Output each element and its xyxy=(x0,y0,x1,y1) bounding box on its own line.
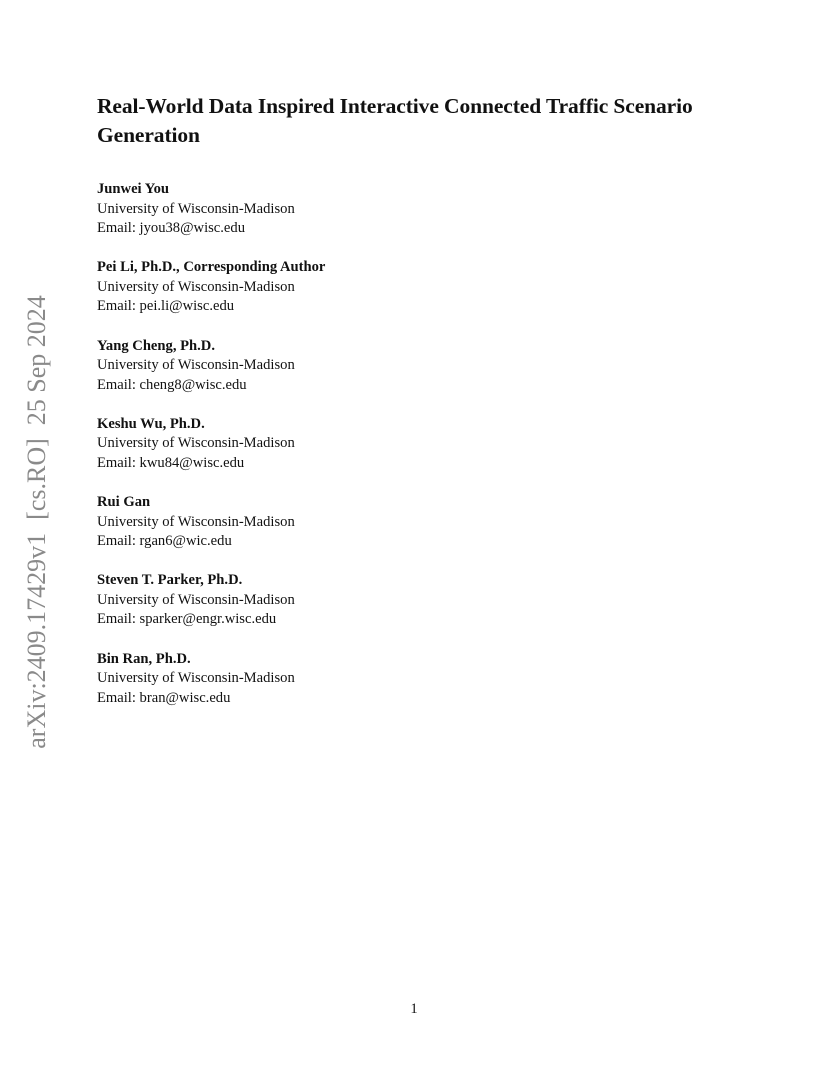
author-name: Pei Li, Ph.D., Corresponding Author xyxy=(97,259,326,276)
author-affiliation: University of Wisconsin-Madison xyxy=(97,200,295,217)
author-block xyxy=(97,650,657,728)
author-affiliation: University of Wisconsin-Madison xyxy=(97,435,295,452)
author-affiliation: University of Wisconsin-Madison xyxy=(97,670,295,687)
page-number: 1 xyxy=(410,1001,418,1017)
author-email: Email: rgan6@wic.edu xyxy=(97,533,232,550)
author-block xyxy=(97,493,657,571)
paper-title: Real-World Data Inspired Interactive Connected Traffic Scenario Generation xyxy=(97,94,693,147)
author-affiliation: University of Wisconsin-Madison xyxy=(97,591,295,608)
author-email: Email: kwu84@wisc.edu xyxy=(97,454,245,471)
author-name: Steven T. Parker, Ph.D. xyxy=(97,572,243,589)
author-block xyxy=(97,180,657,258)
author-block xyxy=(97,337,657,415)
author-name: Keshu Wu, Ph.D. xyxy=(97,415,205,432)
author-block xyxy=(97,571,657,649)
author-affiliation: University of Wisconsin-Madison xyxy=(97,513,295,530)
author-block xyxy=(97,258,657,336)
author-name: Rui Gan xyxy=(97,494,151,511)
author-name: Junwei You xyxy=(97,181,170,197)
author-email: Email: bran@wisc.edu xyxy=(97,689,231,706)
author-affiliation: University of Wisconsin-Madison xyxy=(97,357,295,374)
author-email: Email: sparker@engr.wisc.edu xyxy=(97,611,277,628)
author-email: Email: cheng8@wisc.edu xyxy=(97,376,247,393)
author-email: Email: pei.li@wisc.edu xyxy=(97,298,235,315)
author-email: Email: jyou38@wisc.edu xyxy=(97,220,246,236)
author-list xyxy=(97,180,657,728)
arxiv-identifier-stamp: arXiv:2409.17429v1 [cs.RO] 25 Sep 2024 xyxy=(22,295,51,749)
author-affiliation: University of Wisconsin-Madison xyxy=(97,278,295,295)
author-block xyxy=(97,415,657,493)
author-name: Yang Cheng, Ph.D. xyxy=(97,337,215,354)
author-name: Bin Ran, Ph.D. xyxy=(97,650,191,667)
